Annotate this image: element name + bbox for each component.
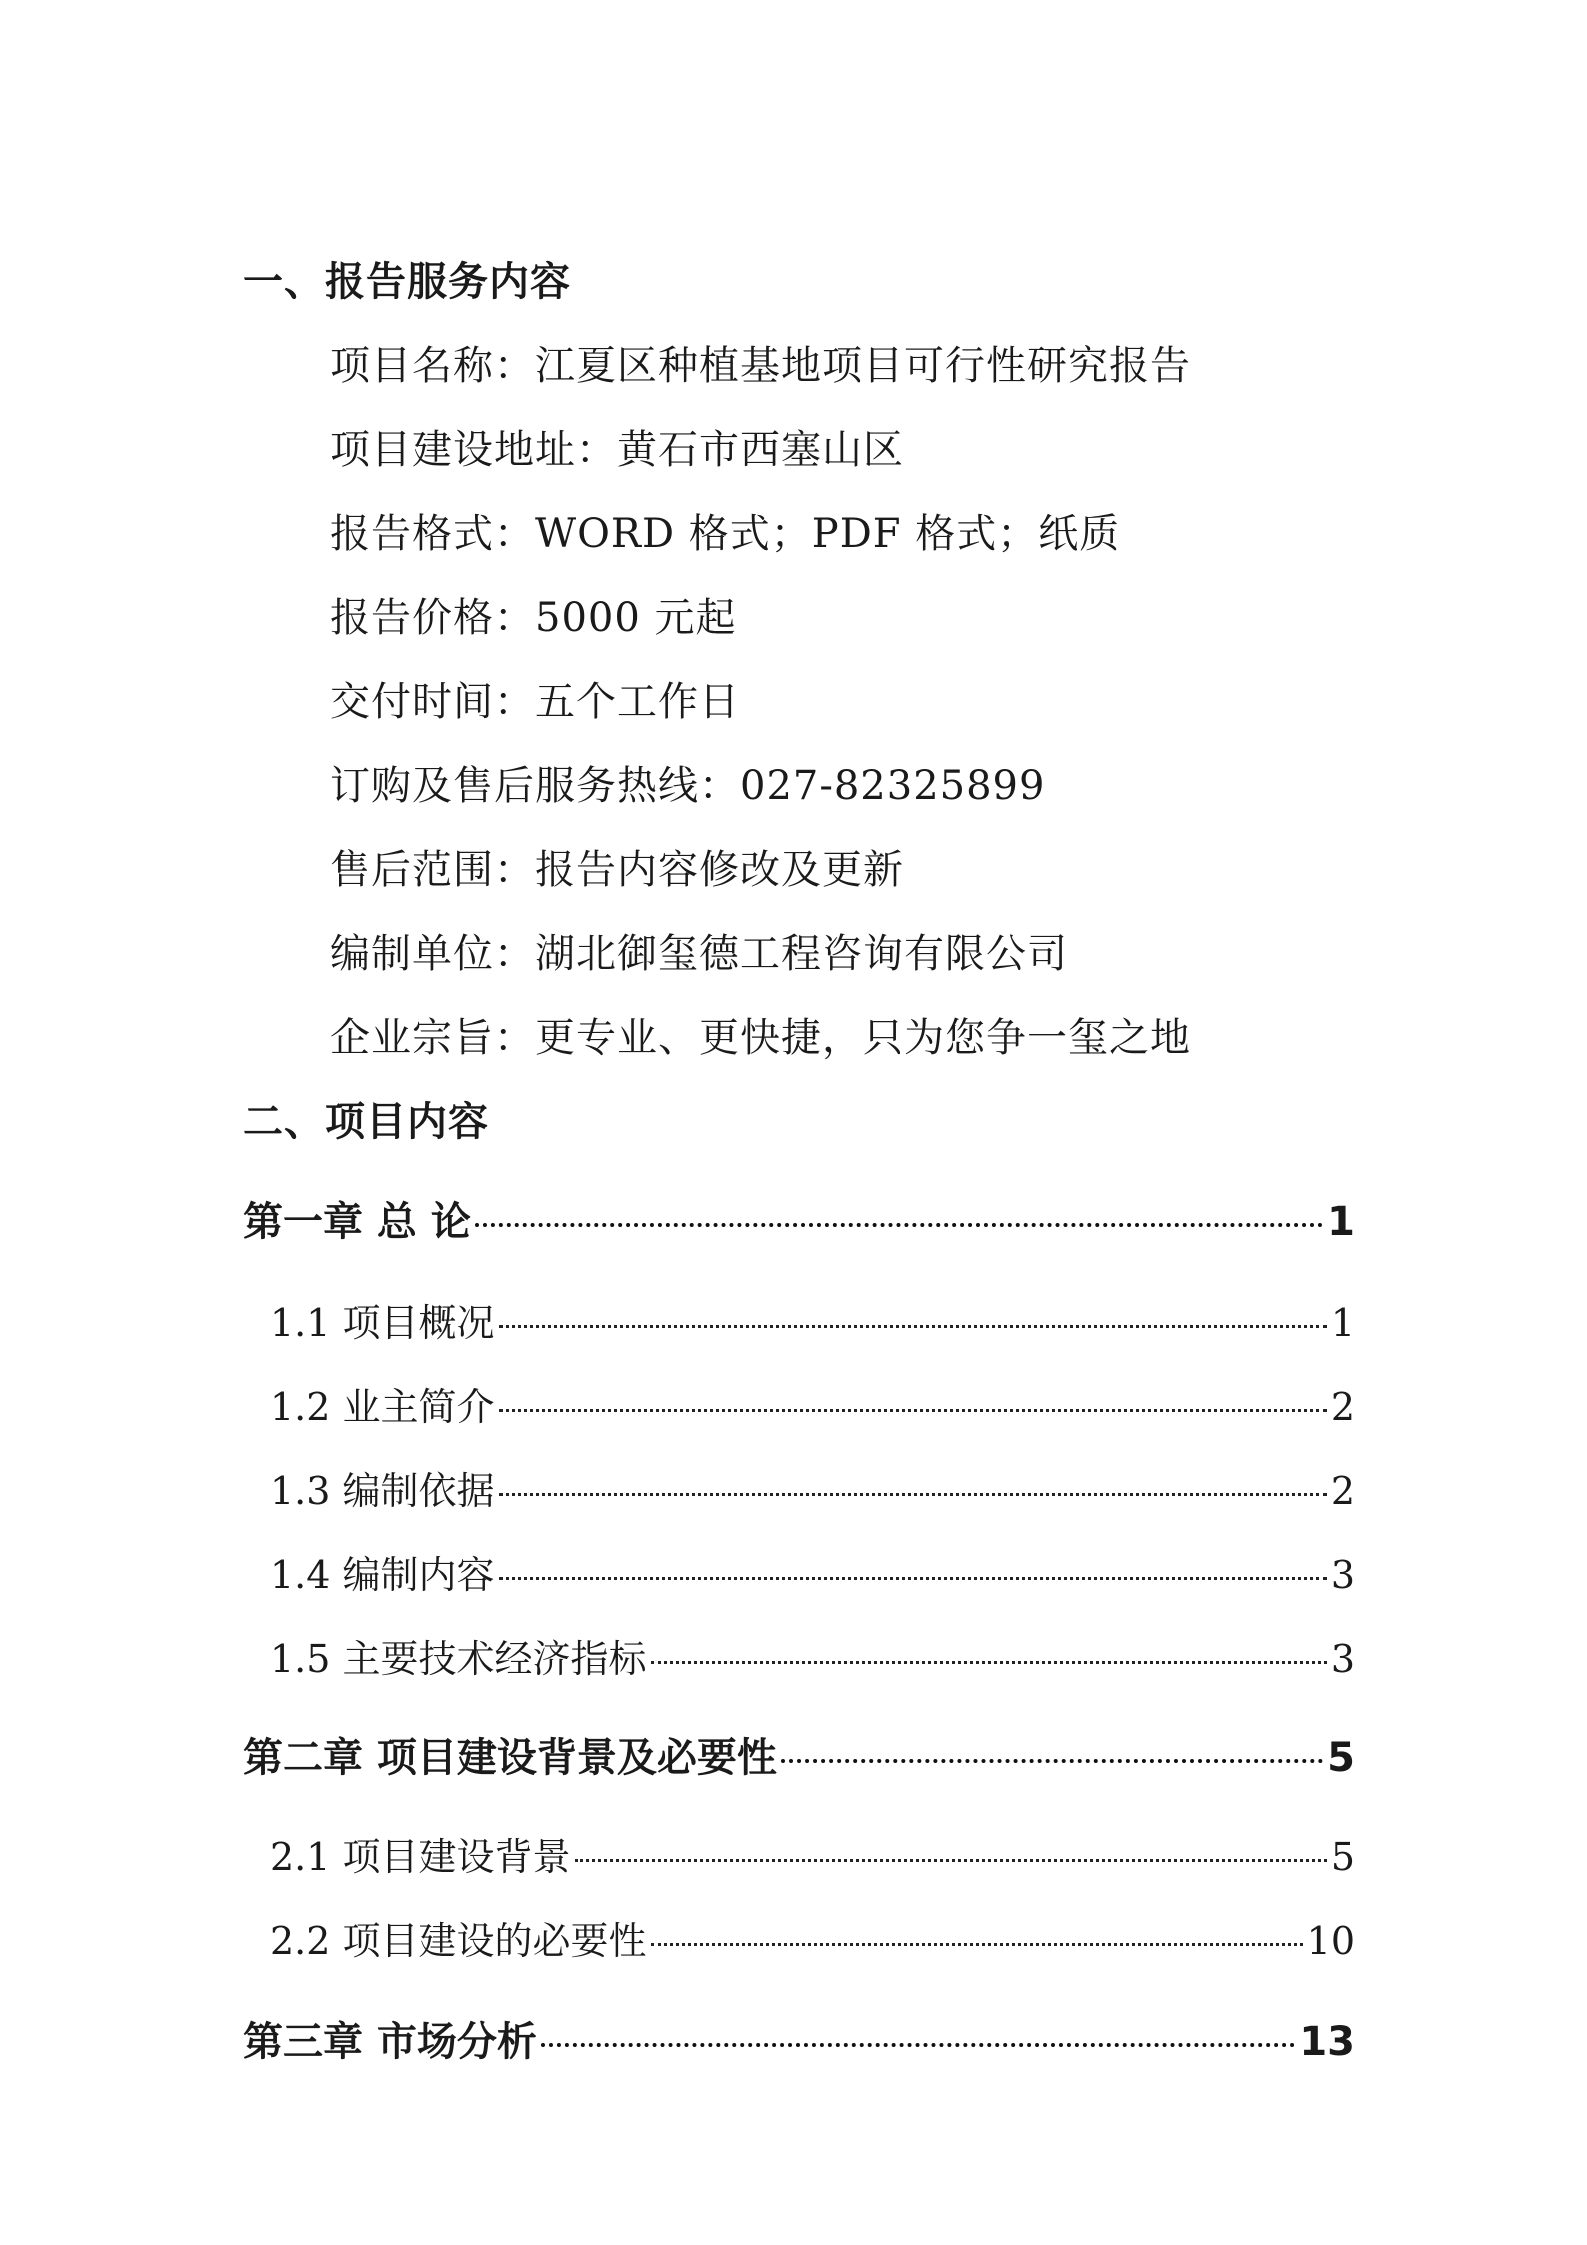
toc-label: 1.5 主要技术经济指标 [270,1637,647,1681]
toc-page-number: 10 [1306,1919,1355,1963]
info-report-format: 报告格式：WORD 格式；PDF 格式；纸质 [330,511,1121,557]
toc-section-1-3 [270,1460,1355,1515]
toc-leader [475,1223,1323,1227]
toc-section-1-4 [270,1544,1355,1599]
toc-page-number: 3 [1330,1553,1355,1597]
toc-label: 1.4 编制内容 [270,1553,495,1597]
toc-section-2-1 [270,1826,1355,1881]
info-report-price: 报告价格：5000 元起 [330,595,737,641]
toc-section-1-2 [270,1376,1355,1431]
toc-section-2-2 [270,1910,1355,1965]
toc-page-number: 2 [1330,1469,1355,1513]
toc-leader [651,1943,1303,1946]
toc-leader [575,1859,1327,1862]
section-heading-content: 二、项目内容 [243,1099,489,1145]
toc-label: 第二章 项目建设背景及必要性 [243,1735,777,1781]
toc-chapter-1 [243,1190,1355,1247]
toc-label: 第一章 总 论 [243,1199,471,1245]
toc-page-number: 5 [1327,1735,1355,1781]
toc-page-number: 1 [1330,1301,1355,1345]
info-service-hotline: 订购及售后服务热线：027-82325899 [330,763,1046,809]
toc-leader [781,1759,1323,1763]
section-heading-service: 一、报告服务内容 [243,259,571,305]
toc-page-number: 13 [1299,2019,1355,2065]
toc-label: 2.2 项目建设的必要性 [270,1919,647,1963]
toc-label: 1.2 业主简介 [270,1385,495,1429]
toc-chapter-3 [243,2010,1355,2067]
info-project-address: 项目建设地址：黄石市西塞山区 [330,427,904,473]
toc-page-number: 5 [1330,1835,1355,1879]
toc-section-1-1 [270,1292,1355,1347]
toc-leader [499,1409,1327,1412]
info-compiler: 编制单位：湖北御玺德工程咨询有限公司 [330,931,1068,977]
toc-page-number: 1 [1327,1199,1355,1245]
toc-leader [651,1661,1327,1664]
info-delivery-time: 交付时间：五个工作日 [330,679,740,725]
info-project-name: 项目名称：江夏区种植基地项目可行性研究报告 [330,343,1191,389]
toc-label: 2.1 项目建设背景 [270,1835,571,1879]
toc-label: 1.1 项目概况 [270,1301,495,1345]
toc-section-1-5 [270,1628,1355,1683]
toc-chapter-2 [243,1726,1355,1783]
toc-leader [541,2043,1295,2047]
toc-label: 第三章 市场分析 [243,2019,537,2065]
toc-leader [499,1325,1327,1328]
toc-page-number: 3 [1330,1637,1355,1681]
toc-leader [499,1493,1327,1496]
toc-label: 1.3 编制依据 [270,1469,495,1513]
info-mission: 企业宗旨：更专业、更快捷，只为您争一玺之地 [330,1015,1191,1061]
info-after-sales-scope: 售后范围：报告内容修改及更新 [330,847,904,893]
toc-leader [499,1577,1327,1580]
toc-page-number: 2 [1330,1385,1355,1429]
